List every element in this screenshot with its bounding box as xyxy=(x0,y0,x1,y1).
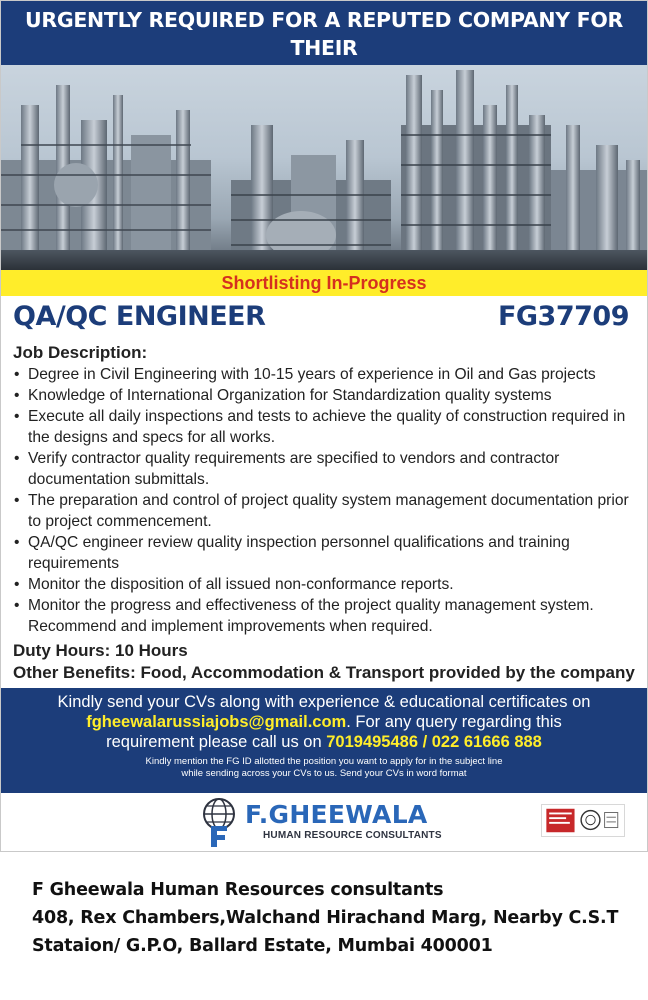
duty-item: • Degree in Civil Engineering with 10-15 years of experience in Oil and Gas projects xyxy=(13,364,633,385)
shortlisting-banner: Shortlisting In-Progress xyxy=(1,270,647,296)
application-instructions xyxy=(1,688,647,793)
apply-line-1: Kindly send your CVs along with experience & educational certificates on xyxy=(57,693,591,711)
duty-item: • Verify contractor quality requirements are specified to vendors and contractor documentation submittals. xyxy=(13,448,633,490)
office-address xyxy=(32,876,618,960)
address-line-1: F Gheewala Human Resources consultants xyxy=(32,880,444,900)
duty-item: • Monitor the progress and effectiveness of the project quality management system. Recommend and implement improvements when required. xyxy=(13,595,633,637)
contact-phones[interactable]: 7019495486 / 022 61666 888 xyxy=(326,733,542,751)
other-benefits: Other Benefits: Food, Accommodation & Transport provided by the company xyxy=(13,663,635,682)
duty-item: • QA/QC engineer review quality inspection personnel qualifications and training requirements xyxy=(13,532,633,574)
duty-item: • The preparation and control of project quality system management documentation prior to project commencement. xyxy=(13,490,633,532)
apply-line-3 xyxy=(1,732,647,752)
job-code: FG37709 xyxy=(497,301,629,332)
brand-name: F.GHEEWALA xyxy=(245,800,428,829)
address-line-3: Stataion/ G.P.O, Ballard Estate, Mumbai 400001 xyxy=(32,936,493,956)
job-title: QA/QC ENGINEER xyxy=(13,301,266,332)
apply-line-3-pre: requirement please call us on xyxy=(106,733,327,751)
duty-item: • Execute all daily inspections and tests to achieve the quality of construction required in the designs and specs for all works. xyxy=(13,406,633,448)
refinery-photo xyxy=(1,65,647,270)
duty-item: • Monitor the disposition of all issued non-conformance reports. xyxy=(13,574,633,595)
headline-banner xyxy=(1,1,647,65)
headline-line-1: URGENTLY REQUIRED FOR A REPUTED COMPANY FOR THEIR xyxy=(25,8,623,60)
duties-list xyxy=(13,364,633,637)
address-line-2: 408, Rex Chambers,Walchand Hirachand Marg, Nearby C.S.T xyxy=(32,908,619,928)
apply-note-line-1: Kindly mention the FG ID allotted the position you want to apply for in the subject line xyxy=(145,756,503,767)
apply-note-line-2: while sending across your CVs to us. Send your CVs in word format xyxy=(181,768,467,779)
duty-item: • Knowledge of International Organization for Standardization quality systems xyxy=(13,385,633,406)
certification-badge-icon xyxy=(541,804,625,837)
apply-line-2 xyxy=(1,712,647,732)
brand-bar xyxy=(1,793,647,851)
apply-note xyxy=(1,752,647,780)
refinery-illustration xyxy=(1,65,647,270)
duty-hours: Duty Hours: 10 Hours xyxy=(13,641,188,660)
globe-logo-icon xyxy=(199,796,239,848)
apply-line-2-rest: . For any query regarding this xyxy=(346,713,562,731)
contact-email[interactable]: fgheewalarussiajobs@gmail.com xyxy=(86,713,347,731)
brand-subtitle: HUMAN RESOURCE CONSULTANTS xyxy=(263,830,442,841)
job-description-heading: Job Description: xyxy=(13,343,148,362)
